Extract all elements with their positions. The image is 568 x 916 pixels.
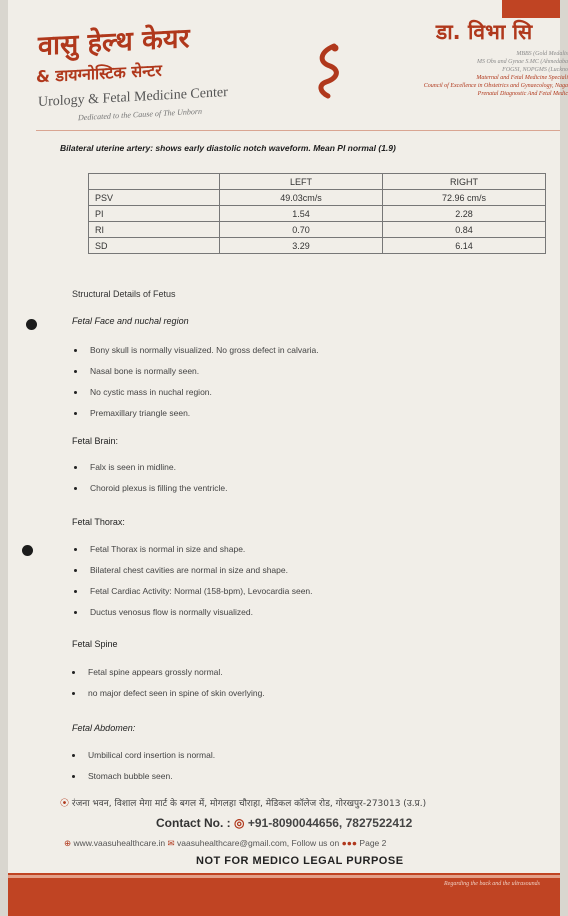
whatsapp-icon: ◎ [234,816,245,830]
list-item: Fetal Cardiac Activity: Normal (158-bpm), Levocardia seen. [74,586,313,607]
credential-line: MS Obs and Gynae S.MC (Ahmedaba [477,59,568,65]
table-row [89,190,546,206]
follow-text: Follow us on [291,838,340,848]
address-text: रंजना भवन, विशाल मेगा मार्ट के बगल में, मोगलहा चौराहा, मेडिकल कॉलेज रोड, गोरखपुर-273013 (उ.प्र.) [71,799,427,809]
caduceus-logo-icon [308,42,348,102]
clinic-subtitle-hindi: & डायग्नोस्टिक सेन्टर [36,60,162,87]
contact-label: Contact No. : [156,816,231,830]
clinic-tagline: Dedicated to the Cause of The Unborn [78,106,202,123]
table-header-left: LEFT [220,174,383,190]
credential-line: Prenatal Diagnostic And Fetal Medic [477,91,568,97]
doctor-name: डा. विभा सि [436,20,533,44]
list-item: Fetal spine appears grossly normal. [72,667,265,688]
row-label: PSV [89,190,220,206]
table-row [89,238,546,254]
section-title-spine: Fetal Spine [72,639,118,649]
table-row [89,206,546,222]
left-value: 3.29 [220,238,383,254]
right-value: 72.96 cm/s [383,190,546,206]
youtube-icon[interactable]: ● [351,838,358,848]
section-title-brain: Fetal Brain: [72,436,119,446]
table-row [89,222,546,238]
side-tab [502,0,560,18]
right-value: 0.84 [383,222,546,238]
left-value: 49.03cm/s [220,190,383,206]
globe-icon: ⊕ [64,838,72,848]
list-item: Ductus venosus flow is normally visualized. [74,607,313,628]
page-number: Page 2 [359,838,387,848]
credential-line: Council of Excellence in Obstetrics and Gynaecology, Naga [423,83,568,89]
contact-line [156,816,412,830]
punch-hole [26,319,37,330]
spine-findings-list [72,667,265,709]
thorax-findings-list [74,544,313,628]
row-label: SD [89,238,220,254]
list-item: Fetal Thorax is normal in size and shape. [74,544,313,565]
header-divider [36,130,560,131]
punch-hole [22,545,33,556]
list-item: Falx is seen in midline. [74,462,227,483]
structural-details-title: Structural Details of Fetus [72,289,176,299]
abdomen-findings-list [72,750,215,792]
table-header-cell [89,174,220,190]
contact-numbers: +91-8090044656, 7827522412 [247,816,413,830]
row-label: RI [89,222,220,238]
footer-band [8,873,560,916]
list-item: Bony skull is normally visualized. No gross defect in calvaria. [74,345,319,366]
list-item: No cystic mass in nuchal region. [74,387,319,408]
list-item: Nasal bone is normally seen. [74,366,319,387]
table-header-right: RIGHT [383,174,546,190]
face-findings-list [74,345,319,429]
doppler-table [88,173,546,254]
section-title-face: Fetal Face and nuchal region [72,316,189,326]
legal-disclaimer: NOT FOR MEDICO LEGAL PURPOSE [196,855,404,867]
table-header-row [89,174,546,190]
clinic-address [60,796,426,809]
website-link[interactable]: www.vaasuhealthcare.in [73,838,166,848]
left-value: 1.54 [220,206,383,222]
credential-line: FOGSI, NOPGMS (Luckno [502,67,568,73]
clinic-name-hindi: वासु हेल्थ केयर [38,23,190,62]
left-value: 0.70 [220,222,383,238]
footer-stripe [8,875,560,878]
doctor-credentials [368,50,568,98]
location-pin-icon: ⦿ [60,799,70,809]
facebook-icon[interactable]: ● [341,838,347,848]
list-item: Stomach bubble seen. [72,771,215,792]
credential-line: MBBS (Gold Medalis [516,51,568,57]
credential-line: Maternal and Fetal Medicine Speciali [476,75,568,81]
list-item: Premaxillary triangle seen. [74,408,319,429]
email-link[interactable]: vaasuhealthcare@gmail.com, [177,838,290,848]
web-line [64,838,386,849]
list-item: Bilateral chest cavities are normal in size and shape. [74,565,313,586]
list-item: no major defect seen in spine of skin overlying. [72,688,265,709]
section-title-abdomen: Fetal Abdomen: [72,723,136,733]
mail-icon: ✉ [167,838,175,848]
list-item: Umbilical cord insertion is normal. [72,750,215,771]
right-value: 2.28 [383,206,546,222]
brain-findings-list [74,462,227,504]
report-page [8,0,568,916]
instagram-icon[interactable]: ● [346,838,352,848]
row-label: PI [89,206,220,222]
clinic-name-english: Urology & Fetal Medicine Center [38,85,228,110]
footer-fine-print: Regarding the back and the ultrasounds [444,881,540,887]
right-value: 6.14 [383,238,546,254]
uterine-artery-finding: Bilateral uterine artery: shows early diastolic notch waveform. Mean PI normal (1.9) [60,143,396,153]
list-item: Choroid plexus is filling the ventricle. [74,483,227,504]
section-title-thorax: Fetal Thorax: [72,517,125,527]
